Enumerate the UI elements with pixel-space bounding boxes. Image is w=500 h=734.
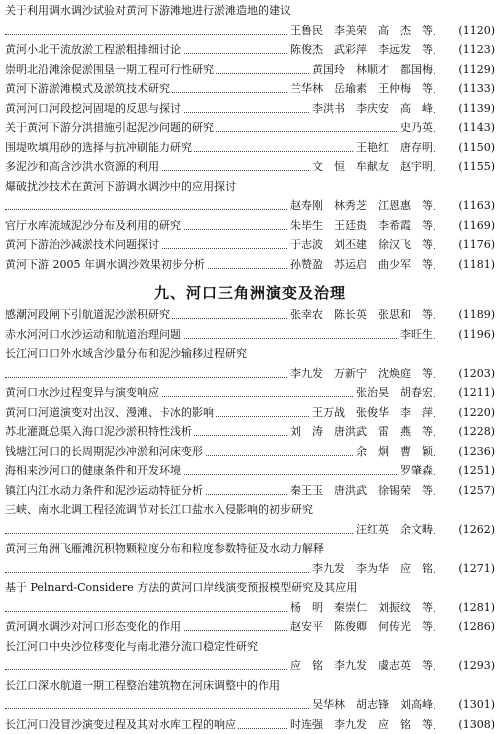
entry-page-number: (1236) [435,443,495,461]
toc-entry[interactable] [5,404,495,422]
entry-title: 崇明北沿滩涂促淤围垦一期工程可行性研究 [5,61,216,79]
entry-title: 镇江内江水动力条件和泥沙运动特征分析 [5,482,205,500]
entry-title: 黄河口水沙过程变异与演变响应 [5,384,161,402]
entry-authors: 刘 涛 唐洪武 雷 燕 等 [288,423,433,441]
entry-title: 三峡、南水北调工程径流调节对长江口盐水入侵影响的初步研究 [5,503,313,516]
entry-page-number: (1262) [435,521,495,539]
toc-entry[interactable] [5,80,495,98]
entry-page-number: (1133) [435,80,495,98]
entry-page-number: (1129) [435,61,495,79]
entry-page-number: (1220) [435,404,495,422]
entry-authors: 王万战 张俊华 李 萍 [310,404,433,422]
entry-page-number: (1228) [435,423,495,441]
entry-title: 围堤吹填用砂的选择与抗冲刷能力研究 [5,139,194,157]
entry-page-number: (1139) [435,100,495,118]
entry-page-number: (1123) [435,41,495,59]
entry-page-number: (1271) [435,560,495,578]
entry-title: 黄河小北干流放淤工程淤粗排细讨论 [5,41,183,59]
entry-page-number: (1308) [435,716,495,734]
entry-title: 黄河河口河段挖河固堤的反思与探讨 [5,100,183,118]
toc-entry[interactable] [5,158,495,176]
toc-entry[interactable] [5,61,495,79]
entry-page-number: (1150) [435,139,495,157]
entry-authors: 赵安平 陈俊卿 何传光 等 [288,618,433,636]
entry-title: 黄河口河道演变对出汊、漫滩、卡冰的影响 [5,404,216,422]
entry-title: 黄河下游治沙减淤技术问题探讨 [5,236,161,254]
entry-title: 基于 Pelnard-Considere 方法的黄河口岸线演变预报模型研究及其应用 [5,581,358,594]
entry-title: 长江口深水航道一期工程整治建筑物在河床调整中的作用 [5,678,280,692]
entry-page-number: (1181) [435,256,495,274]
entry-authors: 应 铭 李九发 虞志英 等 [288,657,433,675]
entry-authors: 李九发 万新宁 沈焕庭 等 [288,365,433,383]
entry-authors: 王艳红 唐存明 [354,139,433,157]
toc-entry[interactable] [5,579,495,618]
entry-authors: 赵寿刚 林秀芝 江恩惠 等 [288,197,433,215]
entry-authors: 余 炯 曹 颖 [354,443,433,461]
entry-authors: 时连强 李九发 应 铭 等 [288,716,433,734]
entry-authors: 黄国玲 林顺才 都国梅 [310,61,433,79]
entry-page-number: (1251) [435,462,495,480]
toc-entry[interactable] [5,119,495,137]
entry-title: 长江河口口外水域含沙量分布和泥沙输移过程研究 [5,347,247,360]
entry-page-number: (1211) [435,384,495,402]
entry-authors: 兰华林 岳瑜素 王仲梅 等 [288,80,433,98]
entry-authors: 罗肇森 [398,462,433,480]
entry-authors: 朱毕生 王廷贵 李希霞 等 [288,217,433,235]
toc-entry[interactable] [5,540,495,579]
toc-entry[interactable] [5,178,495,217]
entry-page-number: (1301) [435,696,495,714]
toc-entry[interactable] [5,423,495,441]
entry-authors: 李九发 李为华 应 铭 [310,560,433,578]
entry-page-number: (1120) [435,22,495,40]
toc-entry[interactable] [5,716,495,734]
toc-entry[interactable] [5,41,495,59]
entry-page-number: (1169) [435,217,495,235]
toc-entry[interactable] [5,2,495,41]
entry-authors: 李洪书 李庆安 高 峰 [310,100,433,118]
toc-entry[interactable] [5,384,495,402]
toc-entry[interactable] [5,306,495,324]
entry-page-number: (1257) [435,482,495,500]
entry-title: 黄河调水调沙对河口形态变化的作用 [5,618,183,636]
entry-page-number: (1293) [435,657,495,675]
entry-authors: 杨 明 秦崇仁 刘振纹 等 [288,599,433,617]
entry-authors: 于志波 刘丕建 徐汉飞 等 [288,236,433,254]
entry-authors: 吴华林 胡志锋 刘高峰 [310,696,433,714]
entry-title: 长江河口没冒沙演变过程及其对水库工程的响应 [5,716,238,734]
entry-authors: 文 恒 牟献友 赵宇明 [310,158,433,176]
entry-authors: 史乃英 [398,119,433,137]
entry-authors: 王鲁民 李美荣 高 杰 等 [288,22,433,40]
entry-authors: 张治昊 胡春宏 [354,384,433,402]
entry-title: 关于利用调水调沙试验对黄河下游滩地进行淤滩造地的建议 [5,4,291,17]
entry-title: 海相来沙河口的健康条件和开发环境 [5,462,183,480]
entry-title: 苏北灌溉总渠入海口泥沙淤积特性浅析 [5,423,194,441]
entry-title: 赤水河河口水沙运动和航道治理问题 [5,326,183,344]
toc-entry[interactable] [5,462,495,480]
toc-entry[interactable] [5,236,495,254]
entry-title: 黄河下游 2005 年调水调沙效果初步分析 [5,256,207,274]
toc-entry[interactable] [5,326,495,344]
entry-authors: 张幸农 陈长英 张思和 等 [288,306,433,324]
toc-entry[interactable] [5,139,495,157]
entry-authors: 陈俊杰 武彩萍 李远发 等 [288,41,433,59]
toc-entry[interactable] [5,217,495,235]
entry-authors: 孙赞盈 苏运启 曲少军 等 [288,256,433,274]
toc-entry[interactable] [5,100,495,118]
entry-authors: 李旺生 [398,326,433,344]
toc-entry[interactable] [5,638,495,677]
entry-page-number: (1196) [435,326,495,344]
toc-entry[interactable] [5,501,495,540]
toc-entry[interactable] [5,482,495,500]
entry-title: 多泥沙和高含沙洪水资源的利用 [5,158,161,176]
entry-title: 黄河下游淤滩模式及淤筑技术研究 [5,80,172,98]
entry-page-number: (1176) [435,236,495,254]
toc-entry[interactable] [5,345,495,384]
entry-page-number: (1203) [435,365,495,383]
entry-page-number: (1286) [435,618,495,636]
entry-authors: 秦王玉 唐洪武 徐锡荣 等 [288,482,433,500]
entry-title: 关于黄河下游分洪措施引起泥沙问题的研究 [5,119,216,137]
toc-entry[interactable] [5,677,495,716]
entry-authors: 汪红英 余文畴 [354,521,433,539]
entry-page-number: (1163) [435,197,495,215]
section-heading: 九、河口三角洲演变及治理 [153,284,346,302]
toc-entry[interactable] [5,618,495,636]
entry-page-number: (1281) [435,599,495,617]
entry-title: 感潮河段闸下引航道泥沙淤积研究 [5,306,172,324]
entry-page-number: (1143) [435,119,495,137]
entry-title: 黄河三角洲飞雁滩沉积物颗粒度分布和粒度参数特征及水动力解释 [5,542,324,555]
entry-title: 官厅水库流域泥沙分布及利用的研究 [5,217,183,235]
entry-title: 长江河口中央沙位移变化与南北港分流口稳定性研究 [5,639,258,653]
toc-entry[interactable] [5,443,495,461]
entry-page-number: (1155) [435,158,495,176]
toc-entry[interactable] [5,256,495,274]
entry-title: 爆破扰沙技术在黄河下游调水调沙中的应用探讨 [5,179,236,193]
entry-page-number: (1189) [435,306,495,324]
entry-title: 钱塘江河口的长周期泥沙冲淤和河床变形 [5,443,205,461]
